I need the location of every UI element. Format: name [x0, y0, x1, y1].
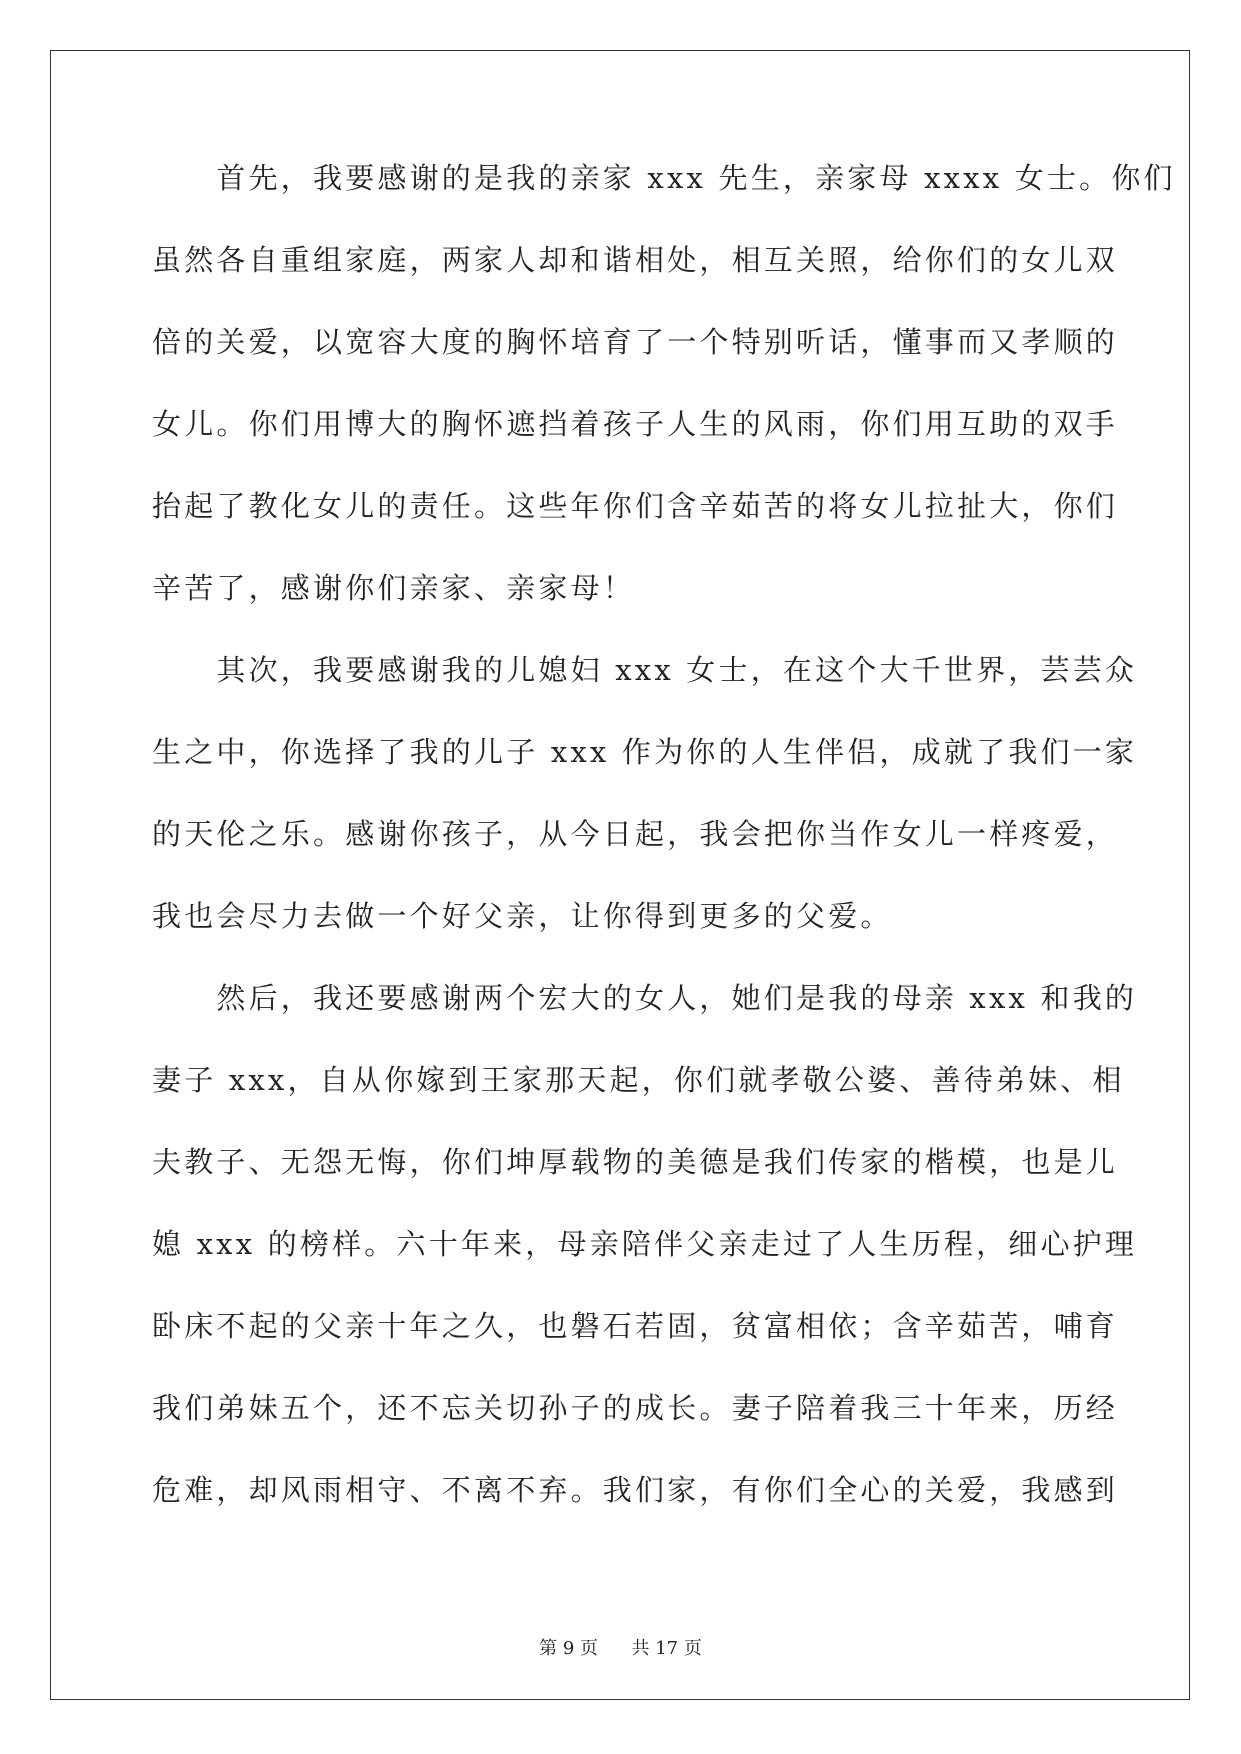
- text-line: 夫教子、无怨无悔，你们坤厚载物的美德是我们传家的楷模，也是儿: [152, 1145, 1119, 1179]
- text-line: 我也会尽力去做一个好父亲，让你得到更多的父爱。: [152, 899, 893, 933]
- text-line: 抬起了教化女儿的责任。这些年你们含辛茹苦的将女儿拉扯大，你们: [152, 489, 1119, 523]
- text-line: 倍的关爱，以宽容大度的胸怀培育了一个特别听话，懂事而又孝顺的: [152, 325, 1119, 359]
- text-line: 危难，却风雨相守、不离不弃。我们家，有你们全心的关爱，我感到: [152, 1473, 1119, 1507]
- text-line: 女儿。你们用博大的胸怀遮挡着孩子人生的风雨，你们用互助的双手: [152, 407, 1119, 441]
- text-line: 媳 xxx 的榜样。六十年来，母亲陪伴父亲走过了人生历程，细心护理: [152, 1227, 1138, 1261]
- text-line: 辛苦了，感谢你们亲家、亲家母！: [152, 571, 636, 605]
- text-line: 卧床不起的父亲十年之久，也磐石若固，贫富相依；含辛茹苦，哺育: [152, 1309, 1119, 1343]
- page-total: 共 17 页: [631, 1638, 702, 1659]
- text-line: 其次，我要感谢我的儿媳妇 xxx 女士，在这个大千世界，芸芸众: [152, 653, 1138, 687]
- page-footer: [0, 1634, 1241, 1660]
- text-line: 然后，我还要感谢两个宏大的女人，她们是我的母亲 xxx 和我的: [152, 981, 1138, 1015]
- text-line: 虽然各自重组家庭，两家人却和谐相处，相互关照，给你们的女儿双: [152, 243, 1119, 277]
- text-line: 首先，我要感谢的是我的亲家 xxx 先生，亲家母 xxxx 女士。你们: [152, 161, 1176, 195]
- text-line: 妻子 xxx，自从你嫁到王家那天起，你们就孝敬公婆、善待弟妹、相: [152, 1063, 1125, 1097]
- page-number: 第 9 页: [539, 1638, 599, 1659]
- text-line: 的天伦之乐。感谢你孩子，从今日起，我会把你当作女儿一样疼爱，: [152, 817, 1119, 851]
- text-line: 生之中，你选择了我的儿子 xxx 作为你的人生伴侣，成就了我们一家: [152, 735, 1138, 769]
- document-body: [152, 158, 1176, 1552]
- text-line: 我们弟妹五个，还不忘关切孙子的成长。妻子陪着我三十年来，历经: [152, 1391, 1119, 1425]
